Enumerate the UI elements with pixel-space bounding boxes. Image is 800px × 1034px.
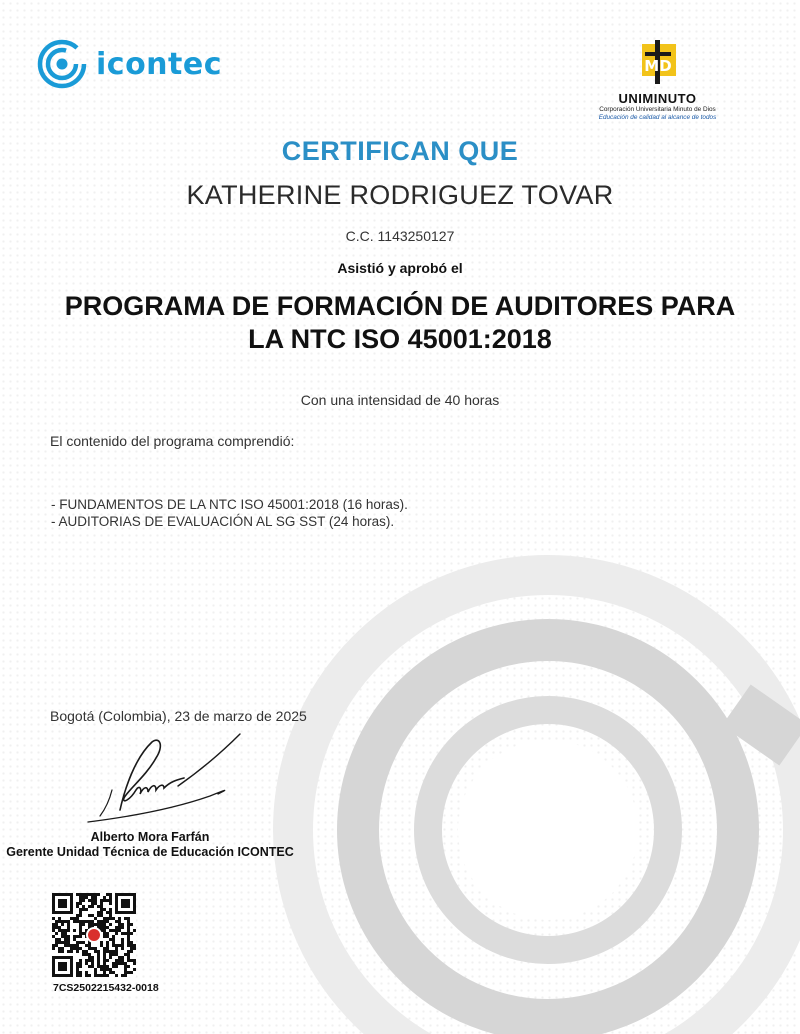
uniminuto-subtitle: Corporación Universitaria Minuto de Dios — [599, 106, 716, 113]
uniminuto-logo-mark — [633, 40, 683, 84]
uniminuto-name: UNIMINUTO — [618, 91, 697, 106]
uniminuto-tagline: Educación de calidad al alcance de todos — [598, 114, 717, 121]
program-title-line-1: PROGRAMA DE FORMACIÓN DE AUDITORES PARA — [64, 291, 736, 321]
icontec-logo-mark — [36, 38, 88, 90]
course-intensity: Con una intensidad de 40 horas — [300, 392, 500, 408]
recipient-name: KATHERINE RODRIGUEZ TOVAR — [186, 180, 614, 210]
list-item: - AUDITORIAS DE EVALUACIÓN AL SG SST (24 horas). — [51, 514, 395, 529]
icontec-logo-text: icontec — [96, 46, 223, 82]
program-title-line-2: LA NTC ISO 45001:2018 — [248, 324, 552, 354]
id-number: C.C. 1143250127 — [345, 228, 455, 244]
uniminuto-initials: MD — [643, 57, 672, 75]
uniminuto-logo — [590, 40, 725, 120]
qr-code[interactable] — [52, 893, 136, 977]
certificate-code: 7CS2502215432-0018 — [53, 982, 159, 994]
content-intro: El contenido del programa comprendió: — [50, 433, 295, 449]
certificate-heading: CERTIFICAN QUE — [281, 136, 519, 166]
signature-image — [80, 728, 255, 828]
place-and-date: Bogotá (Colombia), 23 de marzo de 2025 — [50, 708, 307, 724]
signer-name: Alberto Mora Farfán — [90, 830, 210, 844]
module-list — [51, 496, 408, 530]
program-title — [0, 290, 800, 356]
attended-text: Asistió y aprobó el — [337, 260, 463, 276]
qr-center-logo-icon — [87, 928, 101, 942]
icontec-logo — [36, 36, 236, 92]
list-item: - FUNDAMENTOS DE LA NTC ISO 45001:2018 (16 horas). — [51, 497, 408, 512]
signer-title: Gerente Unidad Técnica de Educación ICONTEC — [6, 845, 294, 859]
